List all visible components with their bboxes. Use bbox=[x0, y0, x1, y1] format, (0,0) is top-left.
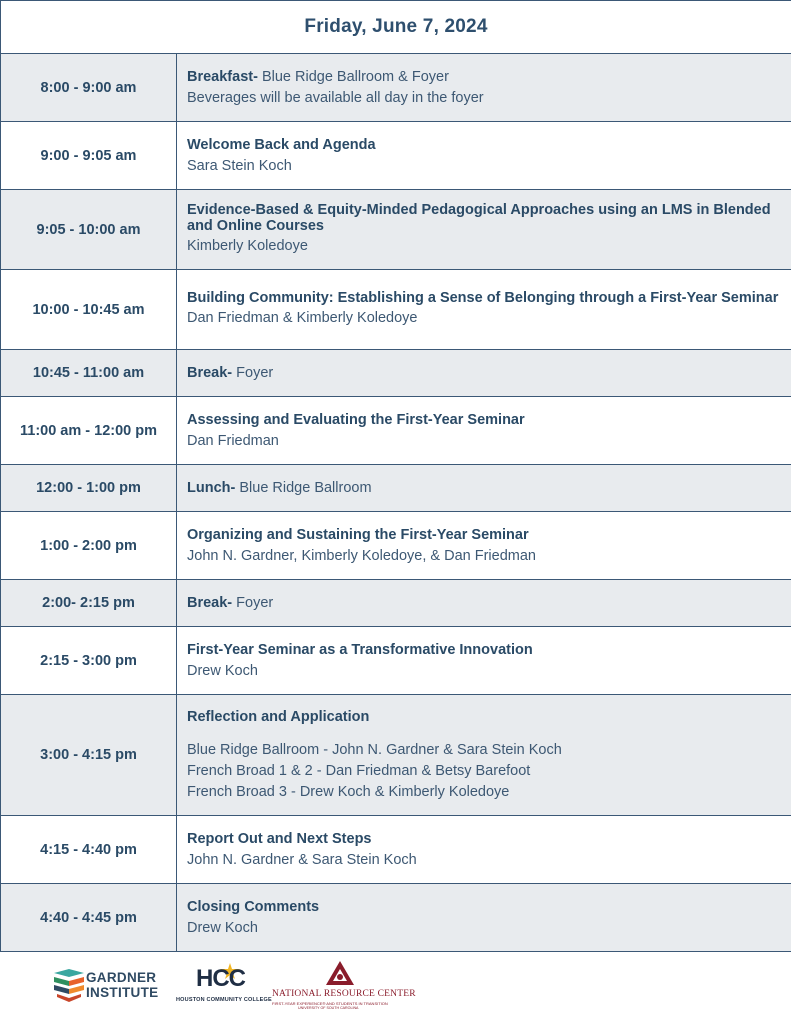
schedule-row bbox=[1, 465, 791, 512]
session-title: Lunch- bbox=[187, 479, 236, 496]
session-details bbox=[177, 465, 791, 512]
nrc-triangle-icon bbox=[326, 961, 354, 987]
gardner-logo-line2: INSTITUTE bbox=[86, 985, 159, 1000]
spacer bbox=[187, 728, 781, 740]
schedule-row bbox=[1, 627, 791, 695]
session-time: 2:15 - 3:00 pm bbox=[1, 627, 177, 695]
session-title: Organizing and Sustaining the First-Year Seminar bbox=[187, 526, 529, 543]
session-time: 10:00 - 10:45 am bbox=[1, 270, 177, 350]
session-details bbox=[177, 397, 791, 465]
session-detail-line: Blue Ridge Ballroom - John N. Gardner & Sara Stein Koch bbox=[187, 742, 562, 758]
session-details bbox=[177, 695, 791, 816]
session-details bbox=[177, 122, 791, 190]
nrc-logo-university: UNIVERSITY OF SOUTH CAROLINA bbox=[298, 1006, 359, 1010]
schedule-row bbox=[1, 884, 791, 952]
schedule-row bbox=[1, 54, 791, 122]
schedule-row bbox=[1, 122, 791, 190]
session-time: 12:00 - 1:00 pm bbox=[1, 465, 177, 512]
session-title: Break- bbox=[187, 364, 233, 381]
session-detail-line: Drew Koch bbox=[187, 662, 258, 679]
session-title: Building Community: Establishing a Sense of Belonging through a First-Year Seminar bbox=[187, 290, 779, 306]
session-time: 11:00 am - 12:00 pm bbox=[1, 397, 177, 465]
session-detail-line: Dan Friedman bbox=[187, 432, 279, 449]
session-title-line bbox=[187, 363, 781, 384]
session-detail-line: Dan Friedman & Kimberly Koledoye bbox=[187, 310, 418, 326]
schedule-row bbox=[1, 270, 791, 350]
session-title: Evidence-Based & Equity-Minded Pedagogical Approaches using an LMS in Blended and Online Courses bbox=[187, 202, 771, 234]
session-detail-line: French Broad 3 - Drew Koch & Kimberly Koledoye bbox=[187, 784, 510, 800]
nrc-logo-name: NATIONAL RESOURCE CENTER bbox=[272, 989, 416, 999]
gardner-chevron-icon bbox=[54, 969, 84, 1003]
session-details bbox=[177, 627, 791, 695]
hcc-logo-mark: HCC bbox=[196, 965, 245, 992]
hcc-logo bbox=[176, 963, 272, 1011]
session-location: Foyer bbox=[232, 364, 274, 381]
session-title-line bbox=[187, 593, 781, 614]
footer-logos bbox=[0, 955, 791, 1024]
session-time: 4:15 - 4:40 pm bbox=[1, 816, 177, 884]
session-detail-line: Drew Koch bbox=[187, 919, 258, 936]
session-title: Welcome Back and Agenda bbox=[187, 136, 376, 153]
session-time: 3:00 - 4:15 pm bbox=[1, 695, 177, 816]
hcc-logo-name: HOUSTON COMMUNITY COLLEGE bbox=[176, 997, 272, 1003]
schedule-date-header: Friday, June 7, 2024 bbox=[1, 1, 791, 54]
schedule-row bbox=[1, 816, 791, 884]
session-title: Reflection and Application bbox=[187, 709, 370, 725]
session-title: First-Year Seminar as a Transformative Innovation bbox=[187, 641, 533, 658]
session-title-line bbox=[187, 67, 781, 88]
session-title-line bbox=[187, 478, 781, 499]
gardner-logo-line1: GARDNER bbox=[86, 970, 157, 985]
session-details bbox=[177, 190, 791, 270]
session-title: Closing Comments bbox=[187, 898, 320, 915]
nrc-logo bbox=[268, 961, 418, 1013]
session-time: 4:40 - 4:45 pm bbox=[1, 884, 177, 952]
nrc-logo-tagline: FIRST-YEAR EXPERIENCE® AND STUDENTS IN TRANSITION bbox=[272, 1001, 388, 1006]
session-title: Break- bbox=[187, 594, 233, 611]
session-title: Assessing and Evaluating the First-Year Seminar bbox=[187, 411, 525, 428]
session-details bbox=[177, 54, 791, 122]
session-detail-line: Kimberly Koledoye bbox=[187, 238, 308, 254]
session-detail-line: John N. Gardner & Sara Stein Koch bbox=[187, 851, 417, 868]
session-time: 8:00 - 9:00 am bbox=[1, 54, 177, 122]
session-location: Blue Ridge Ballroom bbox=[235, 479, 372, 496]
session-time: 1:00 - 2:00 pm bbox=[1, 512, 177, 580]
session-detail-line: Beverages will be available all day in the foyer bbox=[187, 89, 484, 106]
schedule-body bbox=[1, 54, 791, 952]
gardner-institute-logo bbox=[54, 967, 164, 1007]
session-time: 9:05 - 10:00 am bbox=[1, 190, 177, 270]
schedule-row bbox=[1, 350, 791, 397]
session-details bbox=[177, 884, 791, 952]
schedule-row bbox=[1, 397, 791, 465]
schedule-row bbox=[1, 695, 791, 816]
session-details bbox=[177, 580, 791, 627]
session-location: Blue Ridge Ballroom & Foyer bbox=[257, 68, 449, 85]
schedule-row bbox=[1, 190, 791, 270]
session-detail-line: John N. Gardner, Kimberly Koledoye, & Dan Friedman bbox=[187, 547, 536, 564]
session-detail-line: French Broad 1 & 2 - Dan Friedman & Betsy Barefoot bbox=[187, 763, 531, 779]
schedule-row bbox=[1, 512, 791, 580]
session-time: 10:45 - 11:00 am bbox=[1, 350, 177, 397]
session-details bbox=[177, 512, 791, 580]
session-title: Breakfast- bbox=[187, 68, 258, 85]
session-detail-line: Sara Stein Koch bbox=[187, 157, 292, 174]
session-time: 2:00- 2:15 pm bbox=[1, 580, 177, 627]
session-time: 9:00 - 9:05 am bbox=[1, 122, 177, 190]
schedule-row bbox=[1, 580, 791, 627]
session-details bbox=[177, 816, 791, 884]
session-details bbox=[177, 270, 791, 350]
session-location: Foyer bbox=[232, 594, 274, 611]
session-details bbox=[177, 350, 791, 397]
session-title: Report Out and Next Steps bbox=[187, 830, 372, 847]
